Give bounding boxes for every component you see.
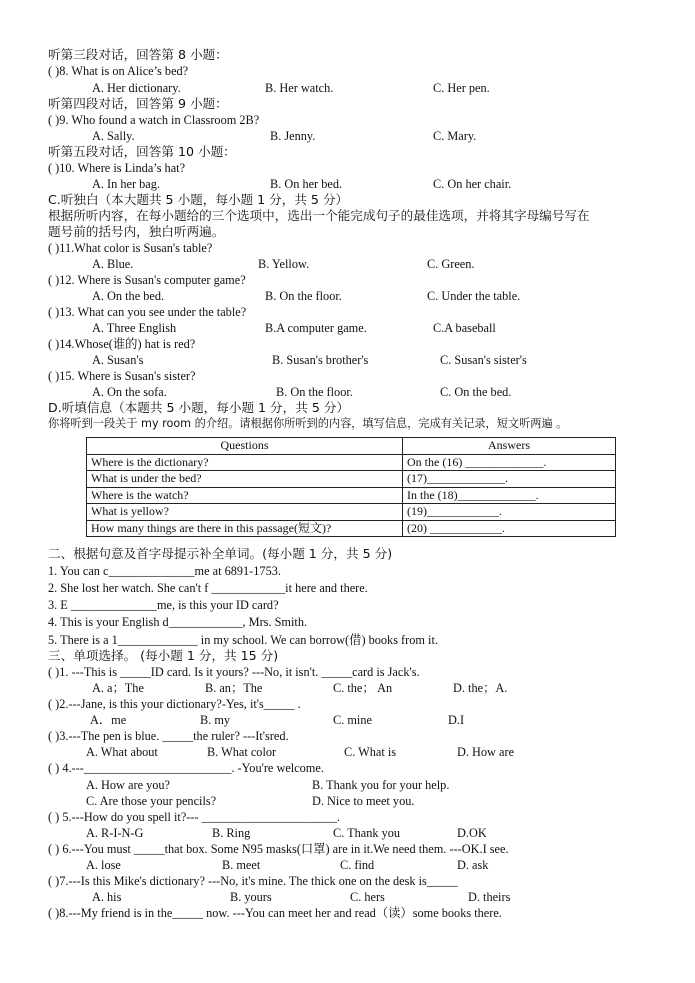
answer-option: D. Nice to meet you. (312, 794, 415, 808)
section-heading: C.听独白（本大题共 5 小题，每小题 1 分，共 5 分） (48, 192, 349, 207)
question-cell: Where is the watch? (87, 487, 403, 504)
answer-cell: (17)_____________. (403, 471, 616, 488)
question-cell: How many things are there in this passage(短文)? (87, 520, 403, 537)
question-line: ( ) 6.---You must _____that box. Some N95 masks(口罩) are in it.We need them. ---OK.I see. (48, 842, 509, 856)
answer-option: C. Thank you (333, 826, 401, 840)
answer-option: C. find (340, 858, 375, 872)
answer-option: B. Susan's brother's (272, 353, 369, 367)
question-line: ( )11.What color is Susan's table? (48, 241, 213, 255)
answer-option: B. Yellow. (258, 257, 310, 271)
answer-option: B.A computer game. (265, 321, 367, 335)
table-row (87, 504, 616, 521)
answer-option: B. meet (222, 858, 261, 872)
question-cell: What is yellow? (87, 504, 403, 521)
question-line: 1. You can c______________me at 6891-1753. (48, 564, 281, 578)
answer-option: B. On her bed. (270, 177, 343, 191)
answer-cell: On the (16) _____________. (403, 454, 616, 471)
table-row (87, 487, 616, 504)
answer-option: A. On the sofa. (92, 385, 167, 399)
answer-option: B. yours (230, 890, 272, 904)
question-line: ( )8. What is on Alice’s bed? (48, 64, 189, 78)
answer-option: B. Thank you for your help. (312, 778, 450, 792)
answer-option: A．me (90, 713, 127, 727)
question-line: ( )3.---The pen is blue. _____the ruler? ---It'sred. (48, 729, 289, 743)
answer-option: A. lose (86, 858, 121, 872)
table-row (87, 520, 616, 537)
question-line: ( )9. Who found a watch in Classroom 2B? (48, 113, 260, 127)
answer-option: A. Her dictionary. (92, 81, 181, 95)
section-heading: 听第三段对话，回答第 8 小题： (48, 47, 228, 62)
question-line: ( )7.---Is this Mike's dictionary? ---No, it's mine. The thick one on the desk is_____ (48, 874, 458, 888)
answer-option: A. Blue. (92, 257, 134, 271)
question-line: 3. E ______________me, is this your ID card? (48, 598, 279, 612)
answer-option: B. my (200, 713, 231, 727)
answer-option: D. theirs (468, 890, 511, 904)
section-heading: 听第五段对话，回答第 10 小题： (48, 144, 236, 159)
section-heading: 听第四段对话，回答第 9 小题： (48, 96, 228, 111)
answer-option: A. his (92, 890, 122, 904)
question-line: ( )12. Where is Susan's computer game? (48, 273, 246, 287)
answer-cell: In the (18)_____________. (403, 487, 616, 504)
question-line: ( )10. Where is Linda’s hat? (48, 161, 186, 175)
answer-option: D. How are (457, 745, 515, 759)
answer-option: B. Ring (212, 826, 251, 840)
question-line: ( )2.---Jane, is this your dictionary?-Yes, it's_____ . (48, 697, 301, 711)
answer-option: C. Susan's sister's (440, 353, 527, 367)
answer-option: B. On the floor. (276, 385, 353, 399)
answer-option: A. Susan's (92, 353, 144, 367)
answer-option: A. On the bed. (92, 289, 165, 303)
listening-info-table (86, 437, 616, 537)
section-heading: 题号前的括号内，独白听两遍。 (48, 224, 225, 239)
answer-option: A. R-I-N-G (86, 826, 144, 840)
question-line: ( ) 5.---How do you spell it?--- ______________________. (48, 810, 341, 824)
question-line: ( )8.---My friend is in the_____ now. ---You can meet her and read（读）some books there. (48, 906, 502, 920)
answer-cell: (20) ____________. (403, 520, 616, 537)
answer-option: A. Sally. (92, 129, 135, 143)
question-line: ( )14.Whose(谁的) hat is red? (48, 337, 196, 351)
question-line: ( )13. What can you see under the table? (48, 305, 247, 319)
answer-option: C. Green. (427, 257, 475, 271)
answer-option: C. Mary. (433, 129, 477, 143)
answer-option: A. Three English (92, 321, 177, 335)
answer-option: C. On her chair. (433, 177, 512, 191)
answer-option: A. How are you? (86, 778, 171, 792)
question-line: ( ) 4.---________________________. -You're welcome. (48, 761, 324, 775)
answer-option: B. an；The (205, 681, 263, 695)
answer-option: C. the； An (333, 681, 393, 695)
answer-option: C.A baseball (433, 321, 496, 335)
section-heading: 根据所听内容，在每小题给的三个选项中，选出一个能完成句子的最佳选项，并将其字母编号写在 (48, 208, 590, 223)
answer-option: A. a；The (92, 681, 144, 695)
answer-option: C. Her pen. (433, 81, 490, 95)
answer-option: C. On the bed. (440, 385, 512, 399)
answer-option: C. Are those your pencils? (86, 794, 217, 808)
answer-option: C. Under the table. (427, 289, 521, 303)
question-cell: What is under the bed? (87, 471, 403, 488)
answer-cell: (19)____________. (403, 504, 616, 521)
answer-option: A. In her bag. (92, 177, 160, 191)
answer-option: A. What about (86, 745, 158, 759)
table-row (87, 454, 616, 471)
question-line: 4. This is your English d____________, Mrs. Smith. (48, 615, 308, 629)
section-heading: 你将听到一段关于 my room 的介绍。请根据你所听到的内容，填写信息，完成有关记录，短文听两遍 。 (48, 417, 568, 430)
section-heading: D.听填信息（本题共 5 小题，每小题 1 分，共 5 分） (48, 400, 350, 415)
table-header-row (87, 438, 616, 455)
answer-option: B. What color (207, 745, 277, 759)
answer-option: C. What is (344, 745, 397, 759)
answer-option: B. Her watch. (265, 81, 334, 95)
header-questions: Questions (87, 438, 403, 455)
answer-option: D.I (448, 713, 465, 727)
header-answers: Answers (403, 438, 616, 455)
question-line: ( )15. Where is Susan's sister? (48, 369, 196, 383)
answer-option: C. hers (350, 890, 385, 904)
question-line: 5. There is a 1_____________ in my school. We can borrow(借) books from it. (48, 633, 438, 647)
question-cell: Where is the dictionary? (87, 454, 403, 471)
table-row (87, 471, 616, 488)
section-heading: 三、单项选择。 (每小题 1 分，共 15 分) (48, 648, 279, 663)
answer-option: B. Jenny. (270, 129, 316, 143)
answer-option: D. ask (457, 858, 489, 872)
answer-option: D.OK (457, 826, 487, 840)
answer-option: C. mine (333, 713, 372, 727)
section-heading: 二、根据句意及首字母提示补全单词。(每小题 1 分，共 5 分) (48, 546, 393, 561)
answer-option: D. the；A. (453, 681, 508, 695)
question-line: ( )1. ---This is _____ID card. Is it yours? ---No, it isn't. _____card is Jack's. (48, 665, 420, 679)
answer-option: B. On the floor. (265, 289, 342, 303)
question-line: 2. She lost her watch. She can't f ____________it here and there. (48, 581, 368, 595)
